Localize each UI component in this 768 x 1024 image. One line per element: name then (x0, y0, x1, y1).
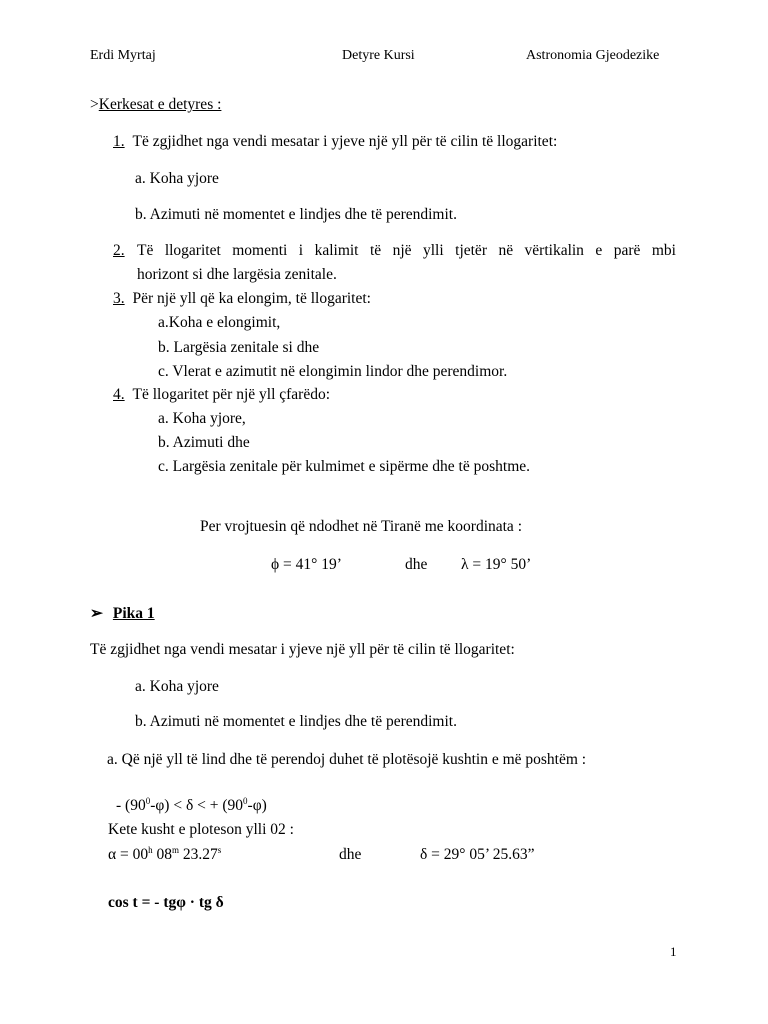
observer-phi: ϕ = 41° 19’ (271, 556, 342, 573)
requirement-item-3b: b. Largësia zenitale si dhe (158, 339, 320, 356)
arrow-bullet-icon: ➢ (90, 605, 103, 622)
alpha-delta-and: dhe (339, 846, 362, 863)
requirement-item-3a: a.Koha e elongimit, (158, 314, 281, 331)
item-number: 3. (113, 290, 125, 307)
requirement-item-4a: a. Koha yjore, (158, 410, 246, 427)
requirement-item-4c: c. Largësia zenitale për kulmimet e sipërme dhe të poshtme. (158, 458, 531, 475)
header-doc-type: Detyre Kursi (342, 48, 415, 63)
section-item-b: b. Azimuti në momentet e lindjes dhe të perendimit. (135, 713, 457, 730)
item-text: Për një yll që ka elongim, të llogaritet: (132, 290, 371, 307)
requirement-item-2-line2: horizont si dhe largësia zenitale. (137, 266, 337, 283)
alpha-value: $\alpha = 00^h$ 08$^m$ 23.27$^s$ (108, 844, 222, 863)
observer-and: dhe (405, 556, 428, 573)
inequality: - $(90^0-\varphi) < \delta$ < + $(90^0-\varphi)$ (116, 795, 267, 814)
heading-text: Kerkesat e detyres : (98, 96, 222, 113)
requirement-item-1 (113, 133, 557, 151)
requirement-item-3c: c. Vlerat e azimutit në elongimin lindor dhe perendimor. (158, 363, 508, 380)
requirement-item-2-number (113, 242, 125, 260)
star-line: Kete kusht e ploteson ylli 02 : (108, 821, 294, 838)
requirement-item-4 (113, 386, 330, 404)
section-item-a: a. Koha yjore (135, 678, 219, 695)
item-number: 1. (113, 133, 125, 150)
heading-prefix: > (90, 96, 99, 113)
requirement-item-2-line1: Të llogaritet momenti i kalimit të një ylli tjetër në vërtikalin e parë mbi (137, 242, 676, 259)
condition-text: a. Që një yll të lind dhe të perendoj duhet të plotësojë kushtin e më poshtëm : (107, 751, 587, 768)
delta-value: δ = 29° 05’ 25.63” (420, 846, 535, 863)
requirement-item-4b: b. Azimuti dhe (158, 434, 250, 451)
section-intro: Të zgjidhet nga vendi mesatar i yjeve një yll për të cilin të llogaritet: (90, 641, 515, 658)
formula: cos t = - tgφ · tg δ (108, 894, 224, 911)
requirement-item-1a: a. Koha yjore (135, 170, 219, 187)
item-number: 2. (113, 242, 125, 259)
observer-lambda: λ = 19° 50’ (461, 556, 532, 573)
item-text: Të llogaritet për një yll çfarëdo: (132, 386, 331, 403)
item-text: Të zgjidhet nga vendi mesatar i yjeve një yll për të cilin të llogaritet: (132, 133, 558, 150)
requirement-item-3 (113, 290, 371, 308)
header-subject: Astronomia Gjeodezike (526, 48, 660, 63)
requirement-item-1b: b. Azimuti në momentet e lindjes dhe të perendimit. (135, 206, 457, 223)
section-title: Pika 1 (112, 605, 155, 622)
page-number: 1 (670, 944, 677, 959)
section-heading (90, 604, 155, 623)
header-author: Erdi Myrtaj (90, 48, 156, 63)
item-number: 4. (113, 386, 125, 403)
requirements-heading (90, 96, 221, 114)
observer-text: Per vrojtuesin që ndodhet në Tiranë me koordinata : (200, 518, 522, 535)
